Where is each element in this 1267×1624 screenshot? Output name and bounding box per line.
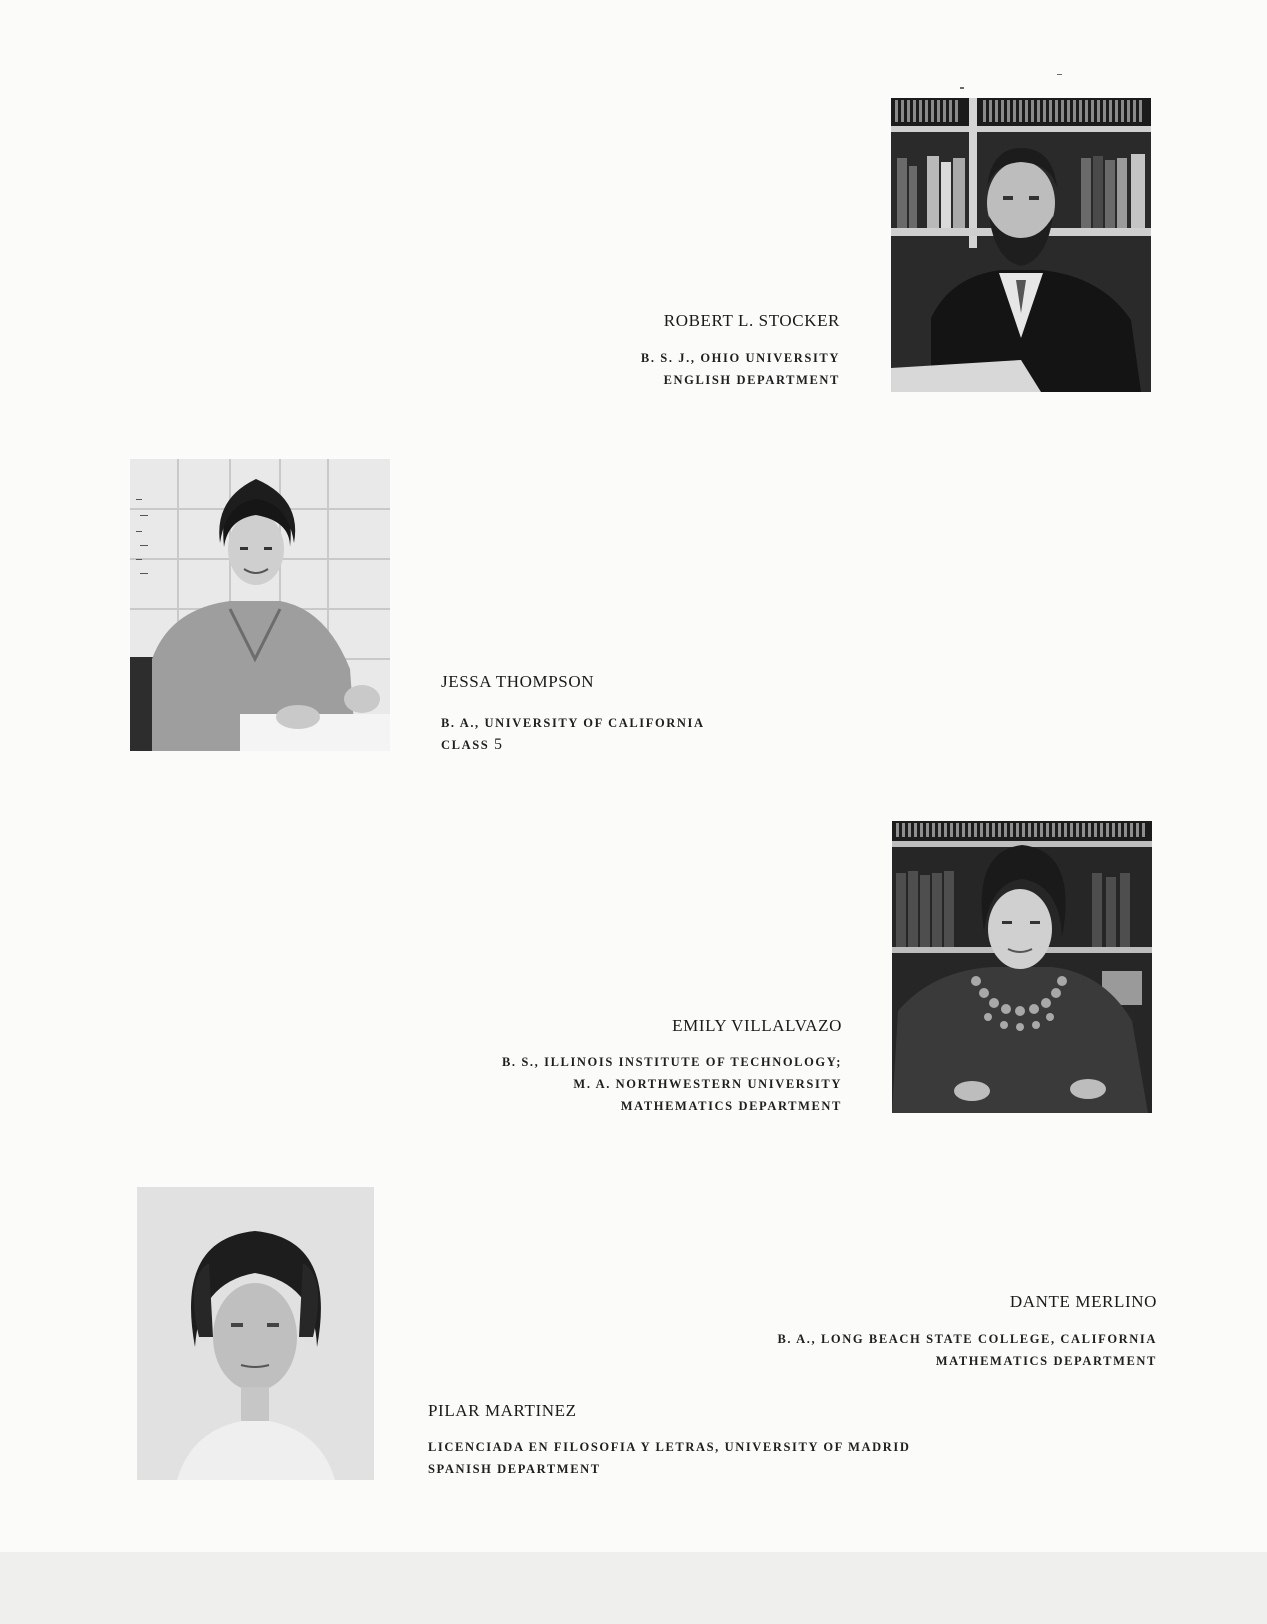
portrait-emily-villalvazo <box>892 821 1152 1113</box>
class-label: CLASS <box>441 738 490 752</box>
faculty-credentials <box>502 1051 842 1117</box>
credential-line: M. A. NORTHWESTERN UNIVERSITY <box>573 1077 842 1091</box>
credential-line: B. S. J., OHIO UNIVERSITY <box>640 351 840 365</box>
credential-line: B. A., UNIVERSITY OF CALIFORNIA <box>441 716 705 730</box>
faculty-name: ROBERT L. STOCKER <box>663 311 840 330</box>
credential-line <box>441 734 705 756</box>
class-number: 5 <box>494 736 503 753</box>
print-speck <box>960 87 964 89</box>
faculty-credentials <box>777 1328 1157 1372</box>
faculty-credentials <box>441 712 705 756</box>
portrait-pilar-martinez <box>137 1187 374 1480</box>
credential-line: MATHEMATICS DEPARTMENT <box>620 1099 842 1113</box>
faculty-name: PILAR MARTINEZ <box>428 1401 577 1420</box>
credential-line: LICENCIADA EN FILOSOFIA Y LETRAS, UNIVERSITY OF MADRID <box>428 1440 911 1454</box>
credential-line: SPANISH DEPARTMENT <box>428 1462 601 1476</box>
portrait-robert-stocker <box>891 98 1151 392</box>
credential-line: B. S., ILLINOIS INSTITUTE OF TECHNOLOGY; <box>501 1055 842 1069</box>
faculty-credentials <box>428 1436 911 1480</box>
page-margin <box>0 1552 1267 1624</box>
print-speck <box>1057 74 1062 75</box>
faculty-name: DANTE MERLINO <box>1009 1292 1157 1311</box>
credential-line: MATHEMATICS DEPARTMENT <box>935 1354 1157 1368</box>
faculty-name: JESSA THOMPSON <box>441 672 595 691</box>
faculty-name: EMILY VILLALVAZO <box>672 1016 842 1035</box>
credential-line: ENGLISH DEPARTMENT <box>663 373 840 387</box>
credential-line: B. A., LONG BEACH STATE COLLEGE, CALIFORNIA <box>777 1332 1157 1346</box>
portrait-jessa-thompson <box>130 459 390 751</box>
faculty-credentials <box>641 347 840 391</box>
